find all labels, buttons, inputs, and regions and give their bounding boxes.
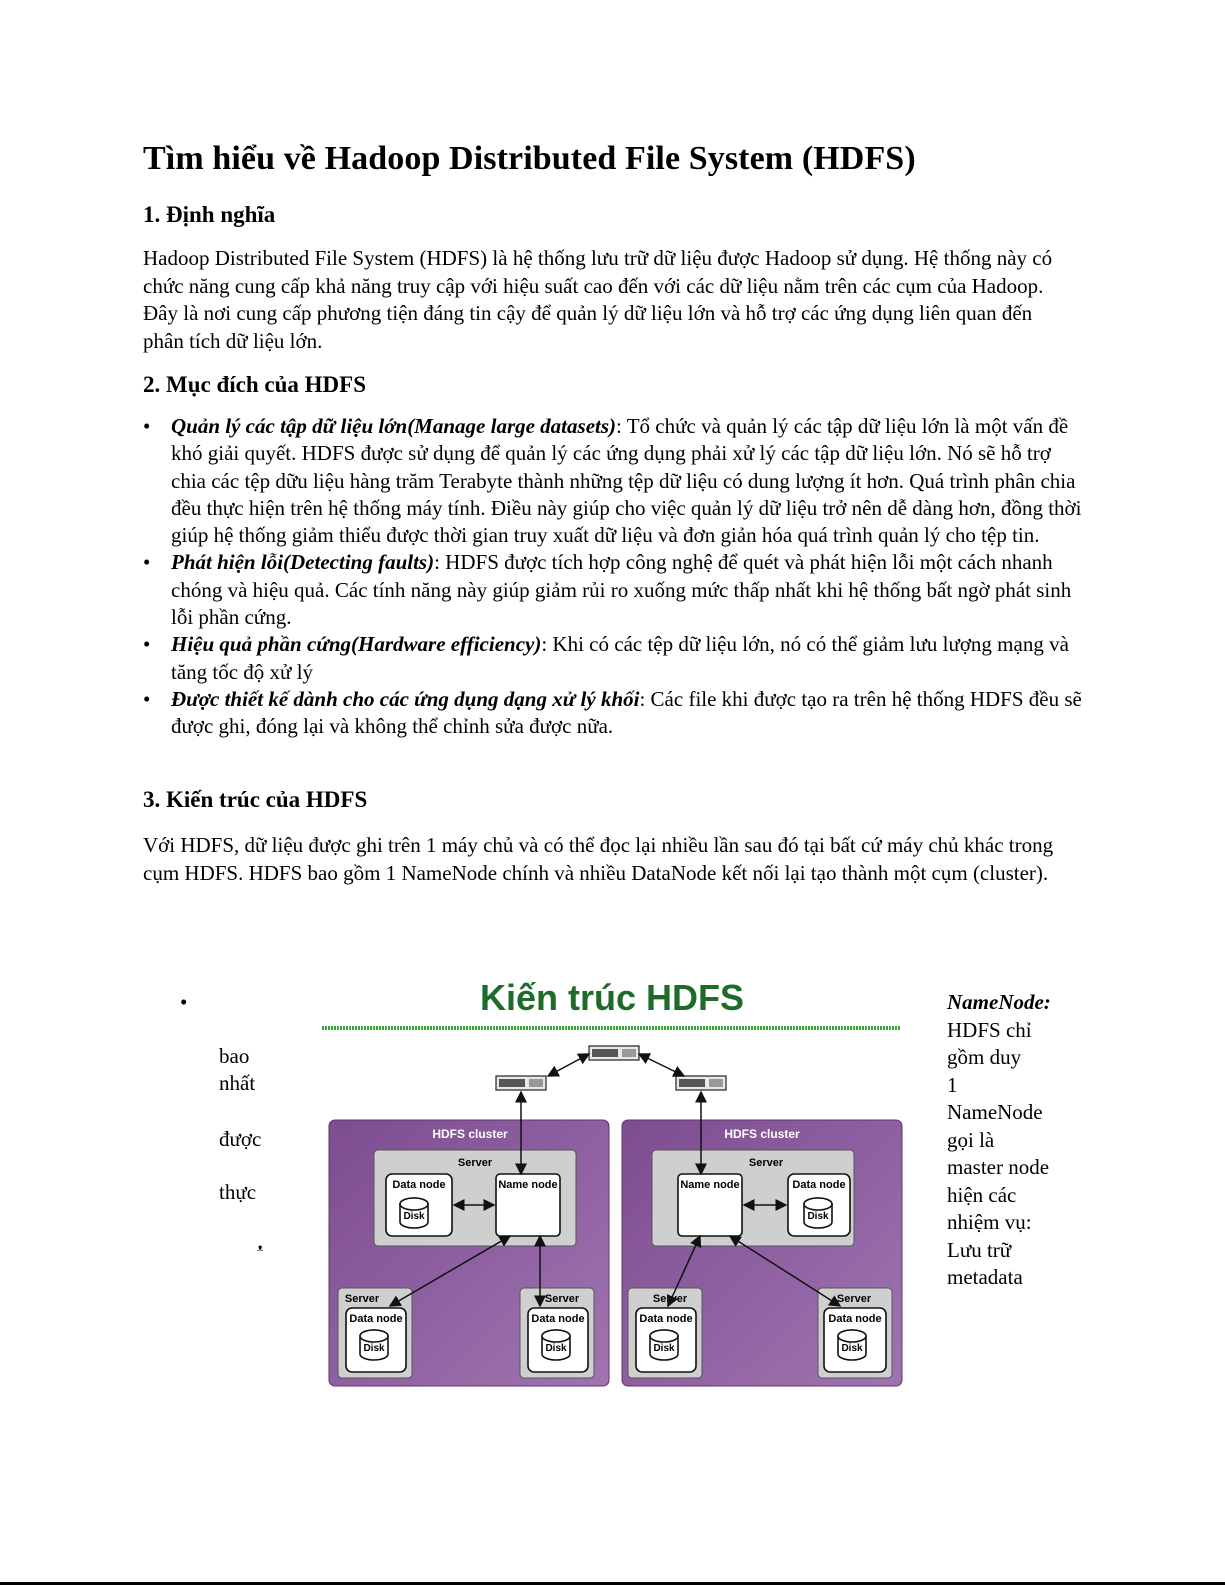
server-label: Server — [652, 1293, 688, 1305]
side-line: NameNode — [947, 1100, 1043, 1124]
data-node-label: Data node — [639, 1313, 693, 1325]
side-line: 1 — [947, 1072, 958, 1097]
list-item-text: : HDFS được tích hợp công nghệ để quét và phát hiện lỗi một cách nhanh chóng và hiệu quả. Các tính năng này giúp giảm rủi ro xuống mức thấp nhất khi hệ thống bất ngờ phát sinh lỗi phần cứng. — [171, 550, 1072, 630]
network-switch-icon — [589, 1046, 639, 1060]
bullet-icon: • — [143, 414, 151, 438]
server-label: Server — [457, 1157, 493, 1169]
data-node-label: Data node — [792, 1179, 846, 1191]
list-item — [143, 631, 1088, 686]
bullet-icon: • — [143, 550, 151, 575]
page-title: Tìm hiểu về Hadoop Distributed File System (HDFS) — [143, 140, 916, 177]
disk-label: Disk — [841, 1343, 863, 1354]
bullet-icon: • — [143, 686, 151, 711]
side-line: hiện các — [947, 1182, 1017, 1207]
fragment-text: bao — [219, 1044, 250, 1068]
side-line: nhiệm vụ: — [947, 1210, 1032, 1234]
fragment-text: được — [219, 1127, 262, 1151]
side-line: master node — [947, 1155, 1050, 1179]
section-2-heading: 2. Mục đích của HDFS — [143, 372, 366, 397]
hdfs-cluster-right — [622, 1092, 902, 1386]
bullet-icon: • — [143, 632, 151, 657]
diagram-title: Kiến trúc HDFS — [479, 977, 745, 1018]
data-node-label: Data node — [392, 1179, 446, 1191]
list-item — [143, 549, 1088, 631]
list-item-text: : Tổ chức và quản lý các tập dữ liệu lớn là một vấn đề khó giải quyết. HDFS được sử dụng để quản lý các ứng dụng phải xử lý các tập dữ liệu lớn. Nó sẽ hỗ trợ chia các tệp dữu liệu hàng trăm Terabyte thành những tệp dữ liệu có dung lượng ít hơn. Quá trình phân chia đều thực hiện trên hệ thống máy tính. Điều này giúp cho việc quản lý dữ liệu trở nên dễ dàng hơn, đồng thời giúp hệ thống giảm thiểu được thời gian truy xuất dữ liệu và đơn giản hóa quá trình quản lý cho tệp tin. — [171, 414, 1082, 548]
fragment-text: nhất — [219, 1071, 256, 1095]
purpose-list — [143, 413, 1088, 741]
side-line: metadata — [947, 1265, 1023, 1289]
server-label: Server — [544, 1293, 580, 1305]
list-item-term: Quản lý các tập dữ liệu lớn(Manage large datasets) — [171, 414, 617, 438]
disk-label: Disk — [807, 1211, 829, 1222]
network-switch-icon — [676, 1076, 726, 1090]
list-item — [143, 413, 1088, 549]
disk-label: Disk — [363, 1343, 385, 1354]
hdfs-architecture-diagram — [300, 962, 915, 1397]
list-item-term: Hiệu quả phần cứng(Hardware efficiency) — [171, 632, 542, 657]
side-line: gồm duy — [947, 1045, 1022, 1069]
section-3-heading: 3. Kiến trúc của HDFS — [143, 787, 368, 812]
list-item-term: Được thiết kế dành cho các ứng dụng dạng xử lý khối — [171, 686, 640, 711]
side-line: Lưu trữ — [947, 1237, 1012, 1262]
name-node-label: Name node — [680, 1179, 740, 1191]
side-line: gọi là — [947, 1127, 995, 1152]
list-item-term: Phát hiện lỗi(Detecting faults) — [171, 550, 435, 575]
server-label: Server — [836, 1293, 872, 1305]
side-line: HDFS chỉ — [947, 1017, 1032, 1042]
cluster-label: HDFS cluster — [724, 1127, 800, 1141]
section-1-paragraph: Hadoop Distributed File System (HDFS) là hệ thống lưu trữ dữ liệu được Hadoop sử dụng. Hệ thống này có chức năng cung cấp khả năng truy cập với hiệu suất cao đến với các dữ liệu nằm trên các cụm của Hadoop. Đây là nơi cung cấp phương tiện đáng tin cậy để quản lý dữ liệu lớn và hỗ trợ các ứng dụng liên quan đến phân tích dữ liệu lớn. — [143, 246, 1053, 353]
data-node-label: Data node — [828, 1313, 882, 1325]
namenode-side-text — [947, 989, 1077, 1292]
namenode-term: NameNode: — [947, 990, 1051, 1014]
data-node-label: Data node — [349, 1313, 403, 1325]
disk-label: Disk — [653, 1343, 675, 1354]
list-item-text: : Các file khi được tạo ra trên hệ thống HDFS đều sẽ được ghi, đóng lại và không thể chỉnh sửa được nữa. — [171, 686, 1082, 739]
stray-glyph: ᴥ — [257, 1240, 264, 1254]
data-node-label: Data node — [531, 1313, 585, 1325]
disk-label: Disk — [403, 1211, 425, 1222]
disk-label: Disk — [545, 1343, 567, 1354]
server-label: Server — [748, 1157, 784, 1169]
list-item-text: : Khi có các tệp dữ liệu lớn, nó có thể giảm lưu lượng mạng và tăng tốc độ xử lý — [171, 632, 1069, 684]
fragment-text: thực — [219, 1180, 257, 1204]
network-switch-icon — [496, 1076, 546, 1090]
name-node-label: Name node — [498, 1179, 558, 1191]
bullet-icon: • — [180, 990, 188, 1014]
section-1-heading: 1. Định nghĩa — [143, 202, 276, 227]
cluster-label: HDFS cluster — [432, 1127, 508, 1141]
server-label: Server — [344, 1293, 380, 1305]
hdfs-cluster-left — [329, 1092, 609, 1386]
list-item — [143, 686, 1088, 741]
section-3-paragraph: Với HDFS, dữ liệu được ghi trên 1 máy chủ và có thể đọc lại nhiều lần sau đó tại bất cứ máy chủ khác trong cụm HDFS. HDFS bao gồm 1 NameNode chính và nhiều DataNode kết nối lại tạo thành một cụm (cluster). — [143, 833, 1054, 885]
